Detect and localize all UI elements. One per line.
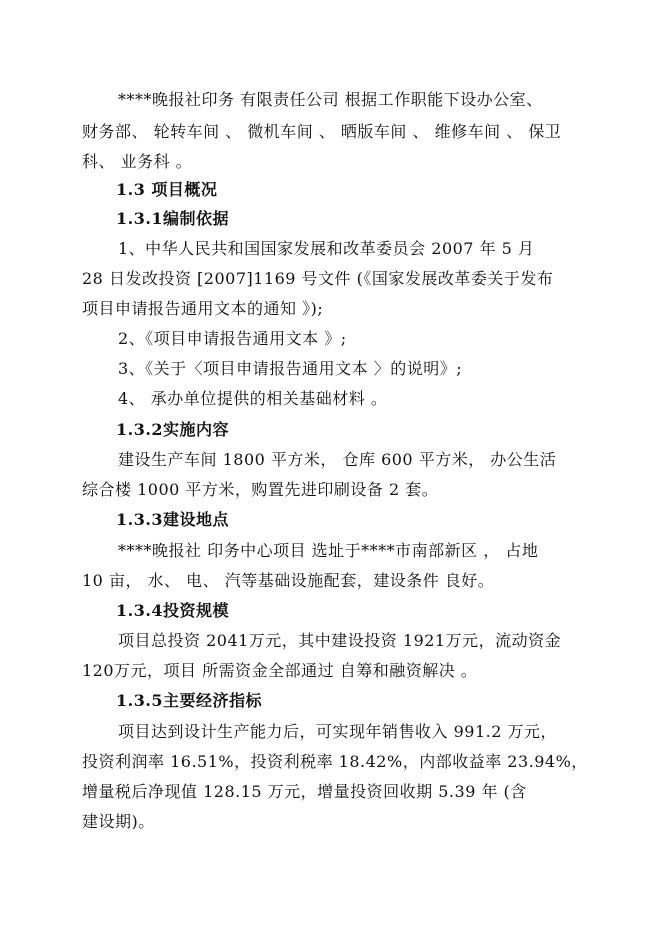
intro-line-2: 财务部、 轮转车间 、 微机车间 、 晒版车间 、 维修车间 、 保卫 <box>82 122 562 141</box>
investment-line-2: 120万元，项目 所需资金全部通过 自筹和融资解决 。 <box>82 661 478 680</box>
section-heading-1-3: 1.3 项目概况 <box>116 180 218 199</box>
intro-line-1: ****晚报社印务 有限责任公司 根据工作职能下设办公室、 <box>118 90 543 109</box>
indicators-line-2: 投资利润率 16.51%，投资利税率 18.42%，内部收益率 23.94%， <box>82 752 588 771</box>
basis-item-1-line-1: 1、中华人民共和国国家发展和改革委员会 2007 年 5 月 <box>118 239 535 258</box>
section-heading-1-3-3: 1.3.3建设地点 <box>116 510 230 529</box>
content-line-2: 综合楼 1000 平方米，购置先进印刷设备 2 套。 <box>82 480 439 499</box>
basis-item-2: 2、《项目申请报告通用文本 》; <box>118 329 347 348</box>
location-line-2: 10 亩， 水、 电、 汽等基础设施配套，建设条件 良好。 <box>82 571 495 590</box>
section-heading-1-3-2: 1.3.2实施内容 <box>116 420 230 439</box>
location-line-1: ****晚报社 印务中心项目 选址于****市南部新区 ， 占地 <box>118 541 539 560</box>
section-heading-1-3-5: 1.3.5主要经济指标 <box>116 691 263 710</box>
intro-line-3: 科、 业务科 。 <box>82 152 193 171</box>
basis-item-1-line-2: 28 日发改投资 [2007]1169 号文件 (《国家发展改革委关于发布 <box>82 269 554 288</box>
section-heading-1-3-1: 1.3.1编制依据 <box>116 209 230 228</box>
basis-item-4: 4、 承办单位提供的相关基础材料 。 <box>118 389 388 408</box>
indicators-line-1: 项目达到设计生产能力后，可实现年销售收入 991.2 万元， <box>118 722 557 741</box>
basis-item-1-line-3: 项目申请报告通用文本的通知 》); <box>82 299 324 318</box>
content-line-1: 建设生产车间 1800 平方米， 仓库 600 平方米， 办公生活 <box>118 450 557 469</box>
basis-item-3: 3、《关于〈项目申请报告通用文本 〉的说明》; <box>118 359 463 378</box>
indicators-line-3: 增量税后净现值 128.15 万元，增量投资回收期 5.39 年 (含 <box>82 782 527 801</box>
indicators-line-4: 建设期)。 <box>82 812 155 831</box>
section-heading-1-3-4: 1.3.4投资规模 <box>116 601 230 620</box>
investment-line-1: 项目总投资 2041万元，其中建设投资 1921万元，流动资金 <box>118 631 562 650</box>
